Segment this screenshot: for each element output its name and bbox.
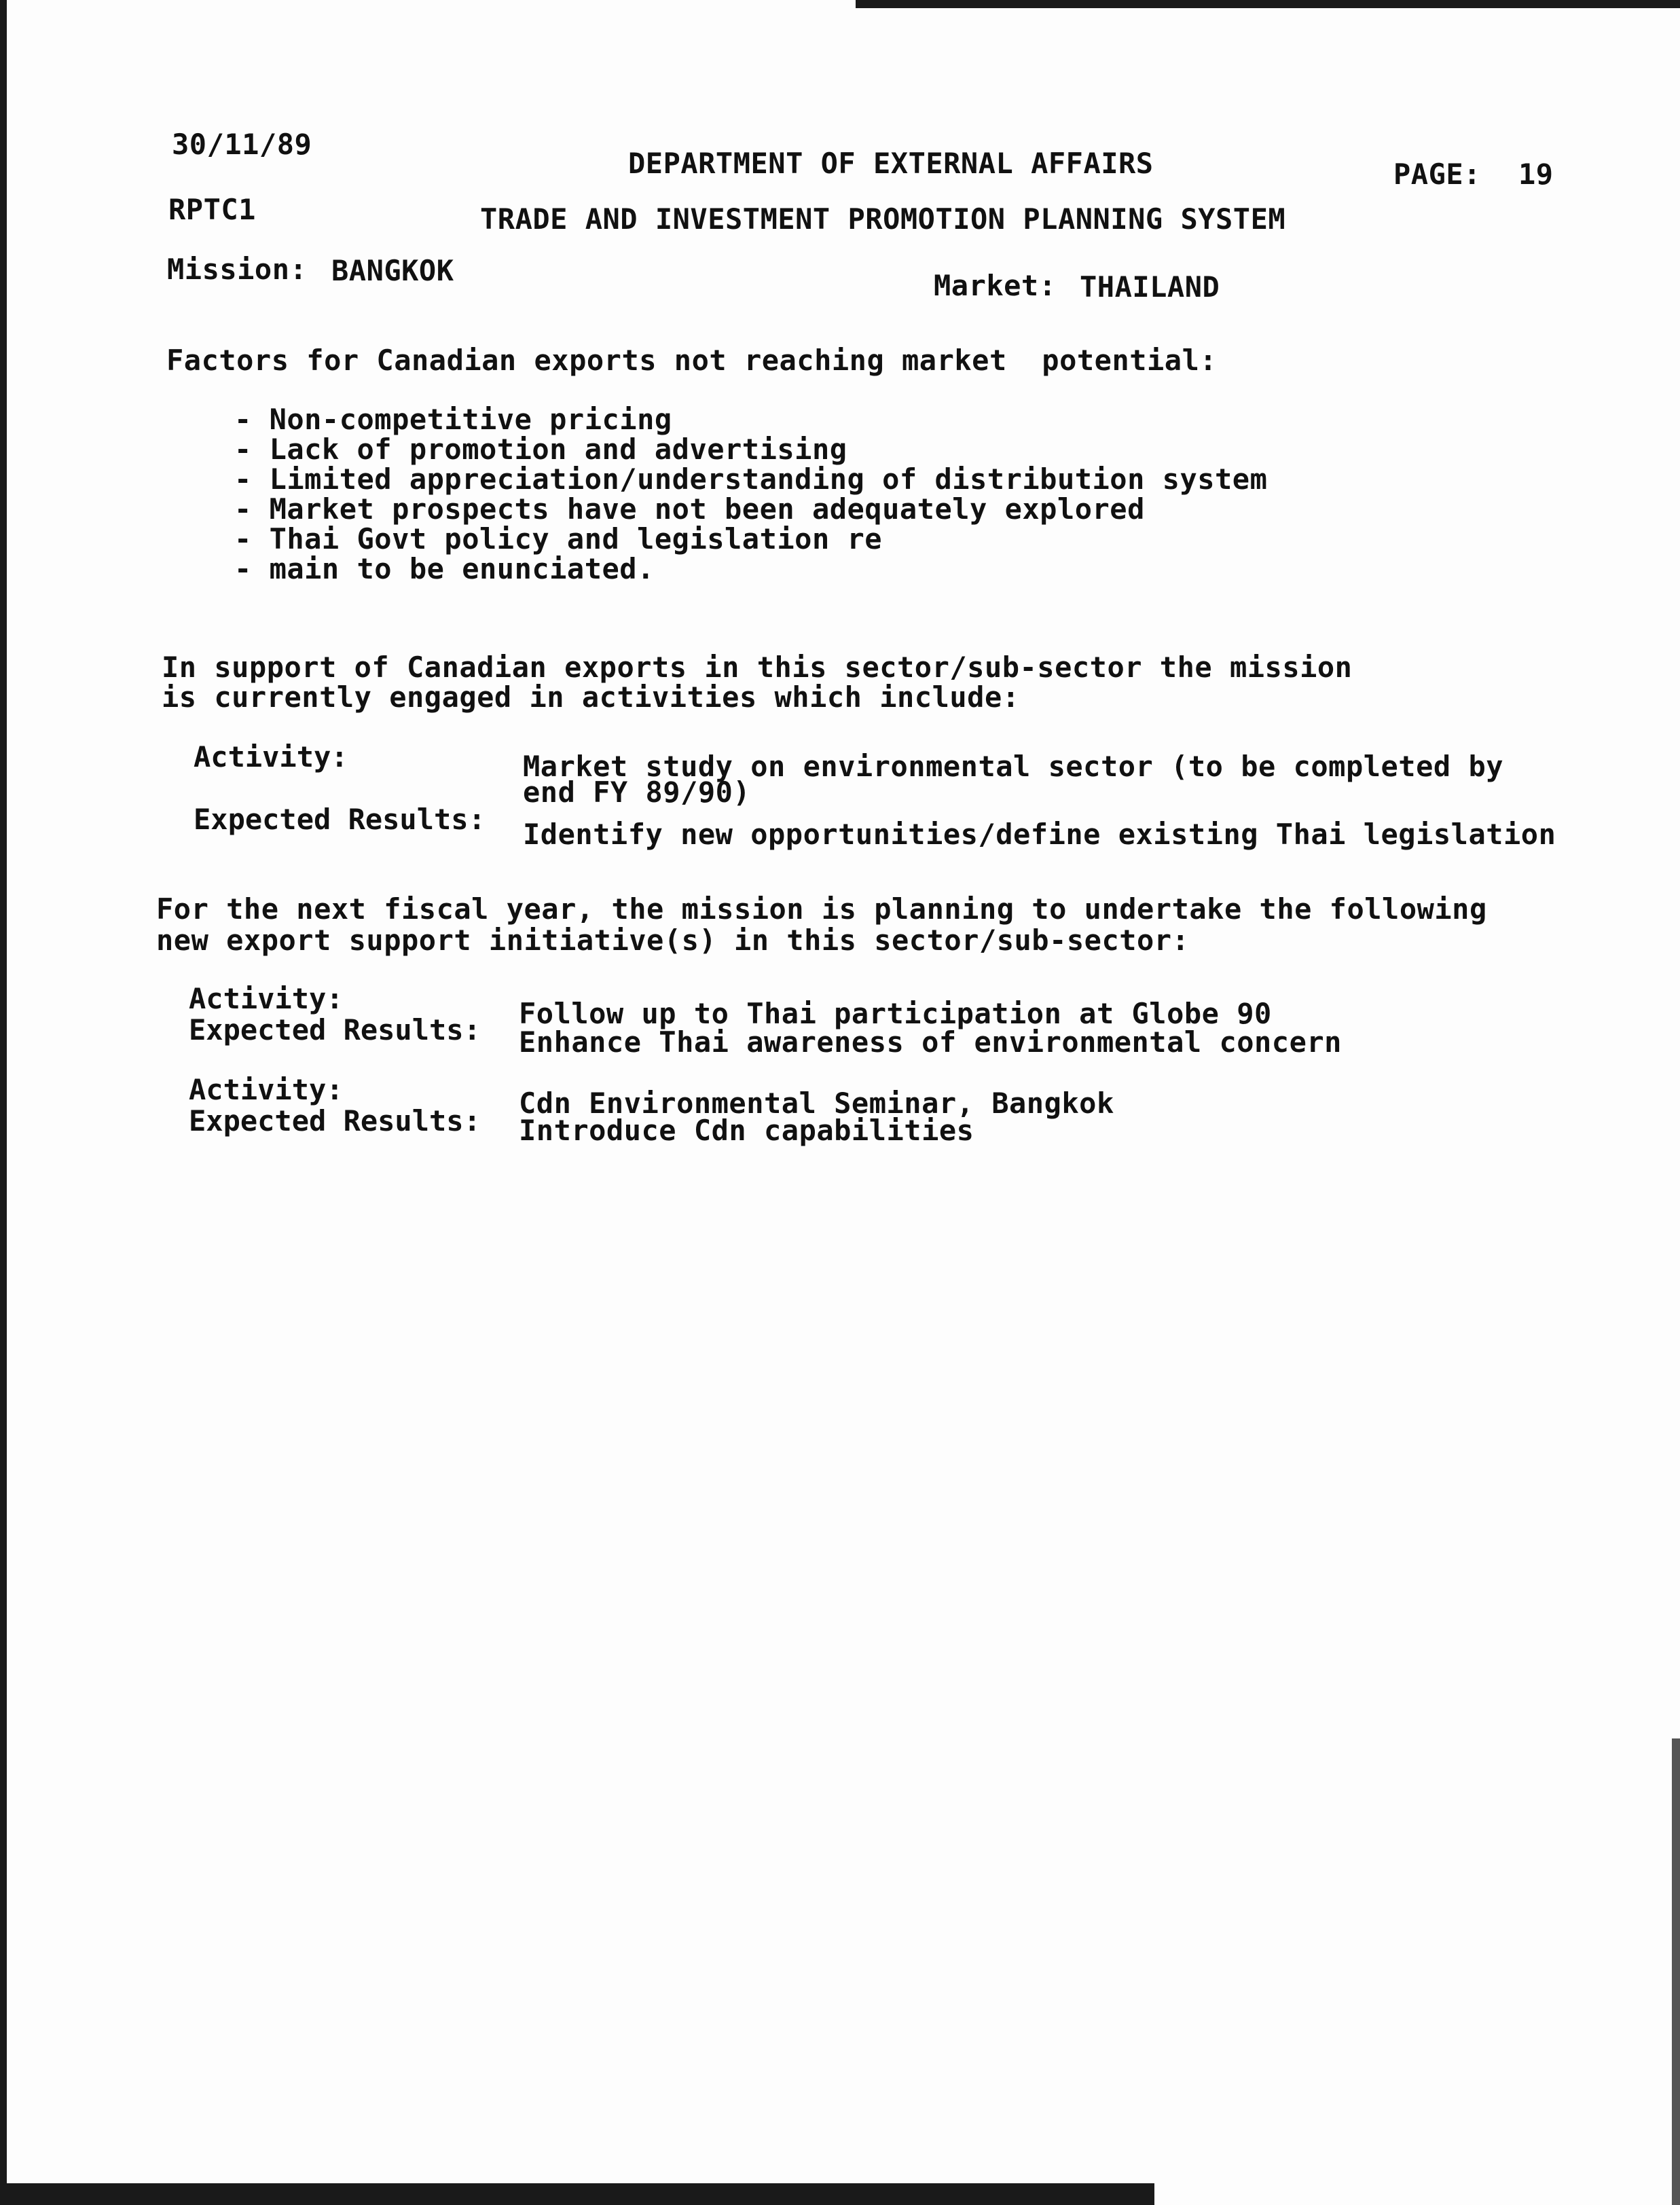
- activity-label: Activity:: [189, 982, 344, 1015]
- scan-edge-right: [1672, 1738, 1680, 2205]
- report-date: 30/11/89: [172, 128, 312, 161]
- current-intro-line2: is currently engaged in activities which include:: [162, 680, 1020, 714]
- expected-results-value: Introduce Cdn capabilities: [519, 1114, 974, 1147]
- activity-label: Activity:: [189, 1073, 344, 1106]
- system-title: TRADE AND INVESTMENT PROMOTION PLANNING SYSTEM: [480, 202, 1286, 236]
- factors-list: [234, 405, 1267, 584]
- mission-value: BANGKOK: [331, 254, 454, 287]
- expected-results-label: Expected Results:: [189, 1013, 481, 1046]
- expected-results-value: Identify new opportunities/define existing Thai legislation: [523, 818, 1556, 851]
- expected-results-label: Expected Results:: [189, 1104, 481, 1137]
- activity-label: Activity:: [194, 740, 348, 773]
- factors-heading: Factors for Canadian exports not reaching market potential:: [166, 344, 1218, 377]
- list-item: - Market prospects have not been adequately explored: [234, 492, 1145, 526]
- next-intro-line2: new export support initiative(s) in this sector/sub-sector:: [156, 924, 1190, 957]
- report-code: RPTC1: [168, 193, 256, 226]
- activity-value-line2: end FY 89/90): [523, 776, 751, 809]
- expected-results-label: Expected Results:: [194, 803, 486, 836]
- market-label: Market:: [934, 269, 1057, 302]
- list-item: - main to be enunciated.: [234, 552, 655, 585]
- next-intro-line1: For the next fiscal year, the mission is planning to undertake the following: [156, 892, 1487, 926]
- list-item: - Lack of promotion and advertising: [234, 433, 847, 466]
- mission-label: Mission:: [167, 253, 308, 286]
- page-label: PAGE:: [1393, 158, 1481, 191]
- market-value: THAILAND: [1080, 270, 1220, 304]
- page-number: 19: [1518, 158, 1554, 191]
- activity-value: Cdn Environmental Seminar, Bangkok: [519, 1087, 1114, 1120]
- list-item: - Limited appreciation/understanding of distribution system: [234, 462, 1268, 496]
- scan-edge-bottom: [0, 2183, 1154, 2205]
- list-item: - Thai Govt policy and legislation re: [234, 522, 883, 555]
- activity-value: Follow up to Thai participation at Globe 90: [519, 997, 1272, 1030]
- current-intro-line1: In support of Canadian exports in this sector/sub-sector the mission: [162, 651, 1353, 684]
- scan-edge-top: [856, 0, 1680, 8]
- scan-edge-left: [0, 0, 7, 2205]
- activity-value-line1: Market study on environmental sector (to be completed by: [523, 750, 1504, 783]
- list-item: - Non-competitive pricing: [234, 403, 672, 436]
- expected-results-value: Enhance Thai awareness of environmental concern: [519, 1025, 1342, 1059]
- department-title: DEPARTMENT OF EXTERNAL AFFAIRS: [628, 147, 1154, 180]
